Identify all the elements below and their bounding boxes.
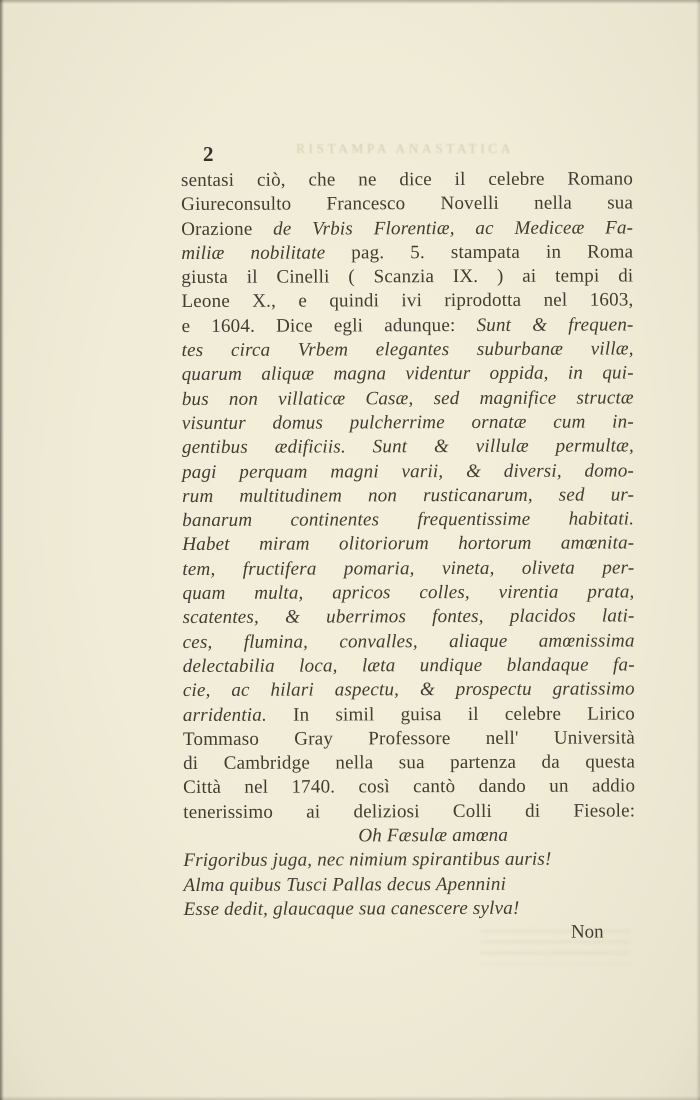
- text-line: [182, 508, 634, 534]
- italic-text-segment: cie, ac hilari aspectu, & prospectu gratissimo: [182, 678, 635, 702]
- scan-edge-left: [0, 0, 4, 1100]
- italic-text-segment: visuntur domus pulcherrime ornatæ cum in-: [181, 411, 634, 434]
- italic-text-segment: delectabilia loca, læta undique blandaque fa-: [182, 654, 635, 677]
- italic-text-segment: quam multa, apricos colles, virentia prata,: [182, 581, 635, 605]
- text-line: [182, 556, 634, 582]
- italic-text-segment: Esse dedit, glaucaque sua canescere sylva!: [183, 897, 520, 920]
- italic-text-segment: gentibus ædificiis. Sunt & villulæ permultæ,: [181, 435, 635, 459]
- text-line: [183, 775, 635, 801]
- roman-text-segment: giusta il Cinelli ( Scanzia IX. ) ai tempi di: [181, 265, 634, 289]
- italic-text-segment: Frigoribus juga, nec nimium spirantibus auris!: [183, 849, 552, 872]
- roman-text-segment: Orazione: [181, 218, 274, 240]
- roman-text-segment: Leone X., e quindi ivi riprodotta nel 1603,: [181, 289, 634, 313]
- roman-text-segment: di Cambridge nella sua partenza da questa: [183, 751, 636, 775]
- italic-text-segment: Sunt & frequen-: [476, 314, 634, 336]
- italic-text-segment: Alma quibus Tusci Pallas decus Apennini: [183, 873, 507, 896]
- roman-text-segment: Giureconsulto Francesco Novelli nella sua: [181, 192, 634, 216]
- text-line: [183, 702, 635, 728]
- roman-text-segment: tenerissimo ai deliziosi Colli di Fiesole:: [183, 800, 636, 823]
- text-line: [181, 265, 633, 291]
- italic-text-segment: ces, flumina, convalles, aliaque amœnissima: [182, 630, 635, 653]
- scan-edge-bottom: [0, 1096, 700, 1100]
- italic-text-segment: quarum aliquæ magna videntur oppida, in qui-: [181, 362, 634, 386]
- text-line: [181, 216, 633, 242]
- text-line: [183, 751, 635, 777]
- roman-text-segment: e 1604. Dice egli adunque:: [181, 314, 477, 337]
- text-line: [182, 459, 634, 485]
- text-line: [183, 629, 635, 655]
- italic-text-segment: tem, fructifera pomaria, vineta, oliveta per-: [182, 557, 635, 580]
- text-line: [183, 726, 635, 752]
- scan-edge-right: [696, 0, 700, 1100]
- catchword: Non: [570, 921, 604, 943]
- roman-text-segment: pag. 5. stampata in Roma: [325, 241, 634, 264]
- italic-text-segment: tes circa Vrbem elegantes suburbanæ villæ,: [181, 338, 634, 362]
- italic-text-segment: rum multitudinem non rusticanarum, sed ur-: [182, 484, 635, 507]
- text-line: [182, 580, 634, 606]
- italic-text-segment: Habet miram olitoriorum hortorum amœnita-: [182, 532, 635, 556]
- text-line: [183, 799, 635, 825]
- text-line: [183, 823, 635, 849]
- text-line: [181, 289, 633, 315]
- roman-text-segment: sentasi ciò, che ne dice il celebre Romano: [181, 168, 634, 191]
- roman-text-segment: Tommaso Gray Professore nell' Università: [182, 727, 636, 750]
- text-line: [181, 192, 633, 218]
- text-line: [182, 386, 634, 412]
- italic-text-segment: bus non villaticæ Casæ, sed magnifice structæ: [181, 387, 634, 410]
- italic-text-segment: miliæ nobilitate: [181, 242, 326, 264]
- italic-text-segment: arridentia.: [182, 704, 294, 726]
- text-line: [182, 410, 634, 436]
- page-number: 2: [203, 142, 214, 166]
- text-line: [182, 483, 634, 509]
- show-through-header: RISTAMPA ANASTATICA: [296, 141, 514, 156]
- italic-text-segment: scatentes, & uberrimos fontes, placidos lati-: [182, 605, 635, 629]
- text-line: [183, 872, 635, 898]
- text-block: [181, 167, 636, 946]
- text-line: [182, 362, 634, 388]
- italic-text-segment: de Vrbis Florentiæ, ac Mediceæ Fa-: [273, 217, 634, 240]
- text-line: [183, 848, 635, 874]
- italic-text-segment: banarum continentes frequentissime habitati.: [182, 508, 635, 532]
- scan-edge-top: [0, 0, 700, 4]
- text-line: [181, 240, 633, 266]
- text-line: [184, 896, 636, 922]
- italic-text-segment: Oh Fæsulæ amœna: [358, 824, 509, 847]
- text-line: [182, 532, 634, 558]
- italic-text-segment: pagi perquam magni varii, & diversi, domo-: [182, 459, 635, 483]
- text-line: [183, 678, 635, 704]
- text-line: [182, 313, 634, 339]
- roman-text-segment: In simil guisa il celebre Lirico: [293, 702, 635, 726]
- text-line: [183, 653, 635, 679]
- text-lines: [181, 167, 636, 922]
- roman-text-segment: Città nel 1740. così cantò dando un addio: [183, 775, 636, 799]
- text-line: [182, 435, 634, 461]
- text-line: [182, 337, 634, 363]
- text-line: [181, 167, 633, 193]
- text-line: [183, 605, 635, 631]
